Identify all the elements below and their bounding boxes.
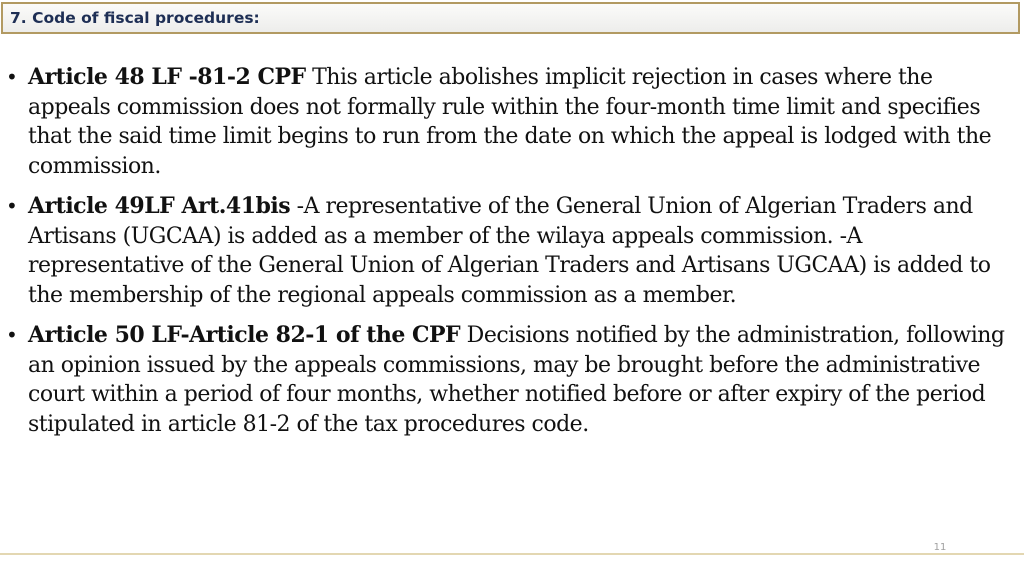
bullet-item-article-48 (0, 63, 1024, 181)
bullet-text: This article abolishes implicit rejection in cases where the appeals commission does not formally rule within the four-month time limit and specifies that the said time limit begins to run from the date on which the appeal is lodged with the commission. (28, 65, 992, 179)
bullet-lead: Article 50 LF-Article 82-1 of the CPF (28, 322, 461, 348)
bullet-dot-icon: • (6, 194, 18, 218)
page-number: 11 (933, 542, 947, 553)
bullet-text: Decisions notified by the administration, following an opinion issued by the appeals commissions, may be brought before the administrative court within a period of four months, whether notified before or after expiry of the period stipulated in article 81-2 of the tax procedures code. (28, 323, 1005, 437)
bullet-dot-icon: • (6, 65, 18, 89)
slide-title: 7. Code of fiscal procedures: (10, 9, 260, 27)
bullet-lead: Article 48 LF -81-2 CPF (28, 64, 306, 90)
bullet-lead: Article 49LF Art.41bis (28, 193, 291, 219)
footer-divider (0, 553, 1024, 555)
bullet-item-article-50 (0, 321, 1024, 439)
title-bar (1, 2, 1020, 34)
bullet-item-article-49 (0, 192, 1024, 310)
bullet-dot-icon: • (6, 323, 18, 347)
bullet-list (0, 63, 1024, 450)
bullet-text: -A representative of the General Union of Algerian Traders and Artisans (UGCAA) is added as a member of the wilaya appeals commission. -A representative of the General Union of Algerian Traders and Artisans UGCAA) is added to the membership of the regional appeals commission as a member. (28, 194, 991, 308)
